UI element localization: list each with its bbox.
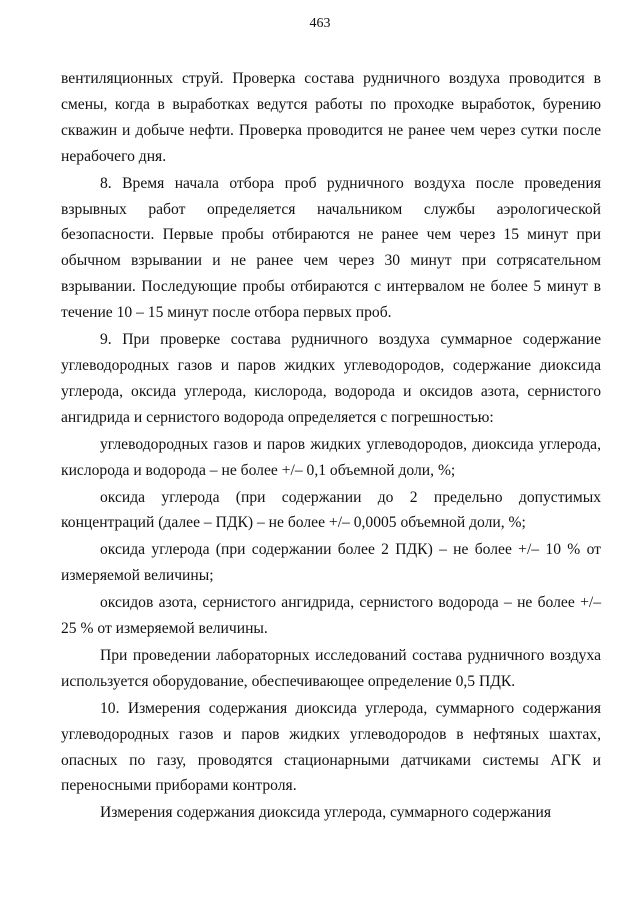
paragraph-hydrocarbons-accuracy: углеводородных газов и паров жидких углеводородов, диоксида углерода, кислорода и водорода – не более +/– 0,1 объемной доли, %; <box>61 435 601 479</box>
paragraph-item-9: 9. При проверке состава рудничного воздуха суммарное содержание углеводородных газов и паров жидких углеводородов, содержание диоксида углерода, оксида углерода, кислорода, водорода и оксидов азота, сернистого ангидрида и сернистого водорода определяется с погрешностью: <box>61 331 601 426</box>
paragraph-ventilation-check: вентиляционных струй. Проверка состава рудничного воздуха проводится в смены, когда в выработках ведутся работы по проходке выработок, бурению скважин и добыче нефти. Проверка проводится не ранее чем через сутки после нерабочего дня. <box>61 70 601 165</box>
paragraph-nox-accuracy: оксидов азота, сернистого ангидрида, сернистого водорода – не более +/– 25 % от измеряемой величины. <box>61 594 601 638</box>
paragraph-lab-equipment: При проведении лабораторных исследований состава рудничного воздуха используется оборудование, обеспечивающее определение 0,5 ПДК. <box>61 646 601 690</box>
paragraph-co-high-accuracy: оксида углерода (при содержании более 2 ПДК) – не более +/– 10 % от измеряемой величины; <box>61 541 601 585</box>
body-text <box>61 66 601 826</box>
paragraph-measurements-continued: Измерения содержания диоксида углерода, суммарного содержания <box>100 804 552 822</box>
paragraph-item-8: 8. Время начала отбора проб рудничного воздуха после проведения взрывных работ определяется начальником службы аэрологической безопасности. Первые пробы отбираются не ранее чем через 15 минут при обычном взрывании и не ранее чем через 30 минут при сотрясательном взрывании. Последующие пробы отбираются с интервалом не более 5 минут в течение 10 – 15 минут после отбора первых проб. <box>61 174 601 322</box>
page-number: 463 <box>309 16 331 31</box>
paragraph-item-10: 10. Измерения содержания диоксида углерода, суммарного содержания углеводородных газов и паров жидких углеводородов в нефтяных шахтах, опасных по газу, проводятся стационарными датчиками системы АГК и переносными приборами контроля. <box>61 699 601 795</box>
paragraph-co-low-accuracy: оксида углерода (при содержании до 2 предельно допустимых концентраций (далее – ПДК) – не более +/– 0,0005 объемной доли, %; <box>61 488 601 532</box>
